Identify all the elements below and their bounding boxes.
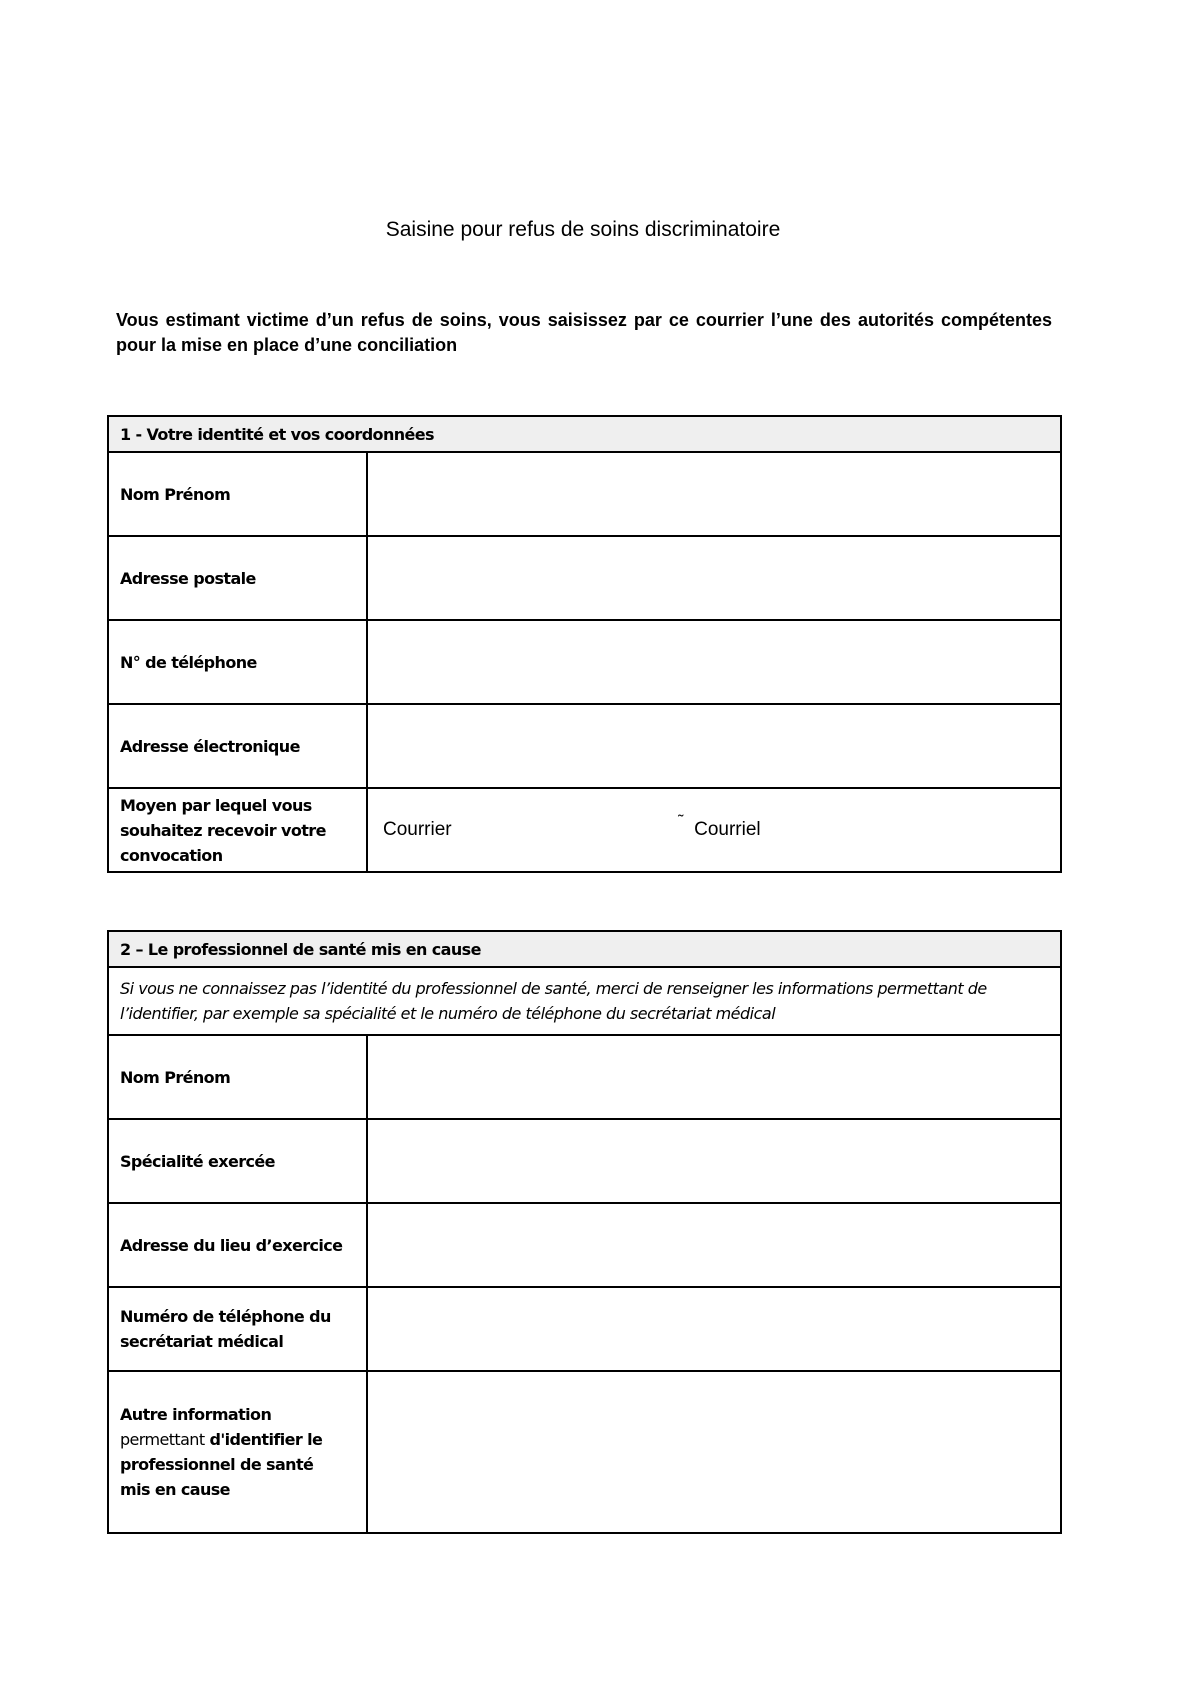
postal-address-label: Adresse postale <box>108 536 367 620</box>
other-info-label-word: d'identifier le <box>209 1430 323 1449</box>
contact-method-label <box>108 788 367 872</box>
secretariat-phone-label-line: Numéro de téléphone du <box>120 1307 331 1326</box>
section2-note: Si vous ne connaissez pas l’identité du professionnel de santé, merci de renseigner les informations permettant de l’identifier, par exemple sa spécialité et le numéro de téléphone du secrétariat médical <box>108 967 1061 1035</box>
intro-paragraph: Vous estimant victime d’un refus de soins, vous saisissez par ce courrier l’une des autorités compétentes pour la mise en place d’une conciliation <box>116 310 1052 355</box>
contact-method-label-line: convocation <box>120 845 223 865</box>
option-courrier[interactable] <box>379 819 671 841</box>
other-info-label-line <box>120 1427 355 1452</box>
courriel-checkbox-glyph: ˜ <box>678 813 684 830</box>
specialty-field[interactable] <box>367 1119 1061 1203</box>
courriel-option-label: Courriel <box>694 819 761 840</box>
specialty-label: Spécialité exercée <box>108 1119 367 1203</box>
professional-table <box>107 930 1062 1534</box>
practice-address-label: Adresse du lieu d’exercice <box>108 1203 367 1287</box>
other-info-label-line: Autre information <box>120 1405 272 1424</box>
name-label: Nom Prénom <box>108 452 367 536</box>
phone-field[interactable] <box>367 620 1061 704</box>
other-info-label <box>108 1371 367 1533</box>
courrier-option-label: Courrier <box>383 819 452 840</box>
contact-method-label-line: Moyen par lequel vous <box>120 795 312 815</box>
email-field[interactable] <box>367 704 1061 788</box>
page-title: Saisine pour refus de soins discriminatoire <box>385 218 781 241</box>
other-info-field[interactable] <box>367 1371 1061 1533</box>
postal-address-field[interactable] <box>367 536 1061 620</box>
other-info-label-word: permettant <box>120 1430 205 1449</box>
phone-label: N° de téléphone <box>108 620 367 704</box>
other-info-label-line: professionnel de santé <box>120 1455 314 1474</box>
secretariat-phone-label <box>108 1287 367 1371</box>
pro-name-field[interactable] <box>367 1035 1061 1119</box>
secretariat-phone-label-line: secrétariat médical <box>120 1332 284 1351</box>
secretariat-phone-field[interactable] <box>367 1287 1061 1371</box>
section2-header: 2 – Le professionnel de santé mis en cause <box>108 931 1061 967</box>
contact-method-options <box>367 788 1061 872</box>
section1-header: 1 - Votre identité et vos coordonnées <box>108 416 1061 452</box>
option-courriel[interactable] <box>676 813 761 841</box>
identity-table <box>107 415 1062 873</box>
name-field[interactable] <box>367 452 1061 536</box>
email-label: Adresse électronique <box>108 704 367 788</box>
other-info-label-line: mis en cause <box>120 1480 230 1499</box>
practice-address-field[interactable] <box>367 1203 1061 1287</box>
pro-name-label: Nom Prénom <box>108 1035 367 1119</box>
contact-method-label-line: souhaitez recevoir votre <box>120 820 326 840</box>
